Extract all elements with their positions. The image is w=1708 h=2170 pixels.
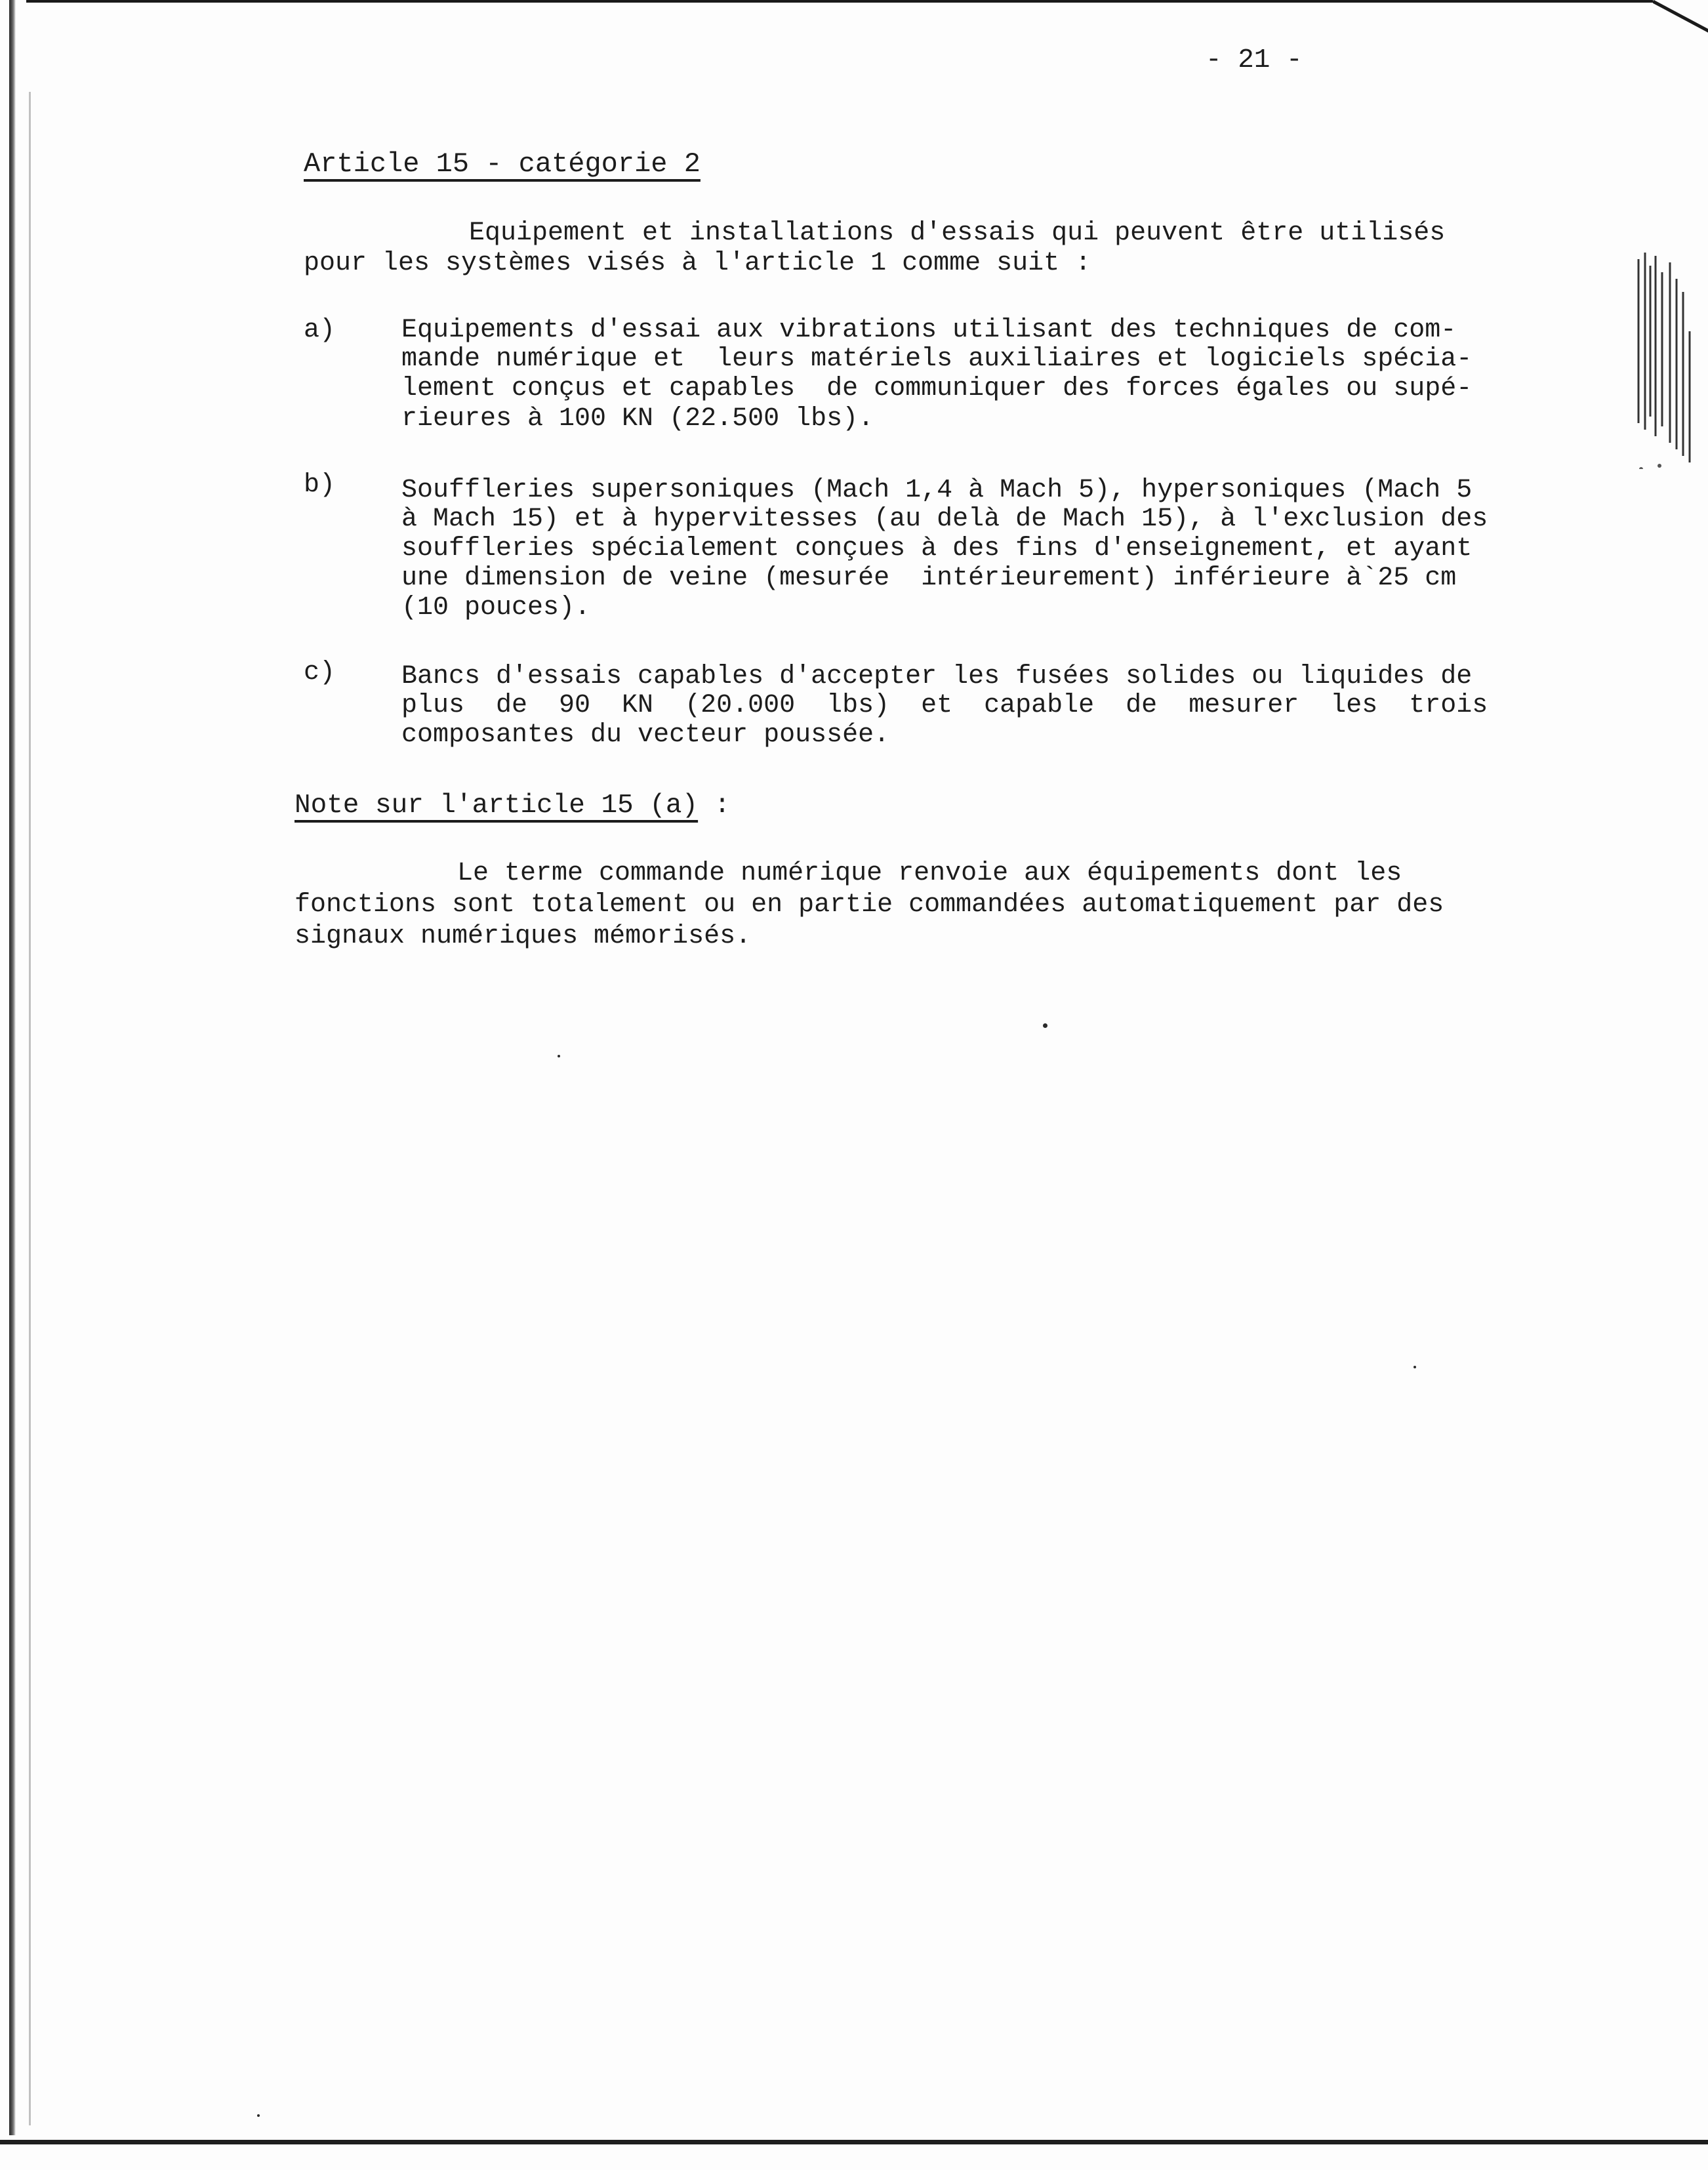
note-line: Le terme commande numérique renvoie aux équipements dont les	[457, 859, 1402, 888]
scan-speck	[257, 2114, 260, 2117]
note-line: fonctions sont totalement ou en partie commandées automatiquement par des	[295, 890, 1444, 920]
intro-line: pour les systèmes visés à l'article 1 comme suit :	[304, 249, 1091, 278]
scan-corner-fold	[1653, 0, 1708, 39]
article-heading: Article 15 - catégorie 2	[304, 148, 701, 180]
item-b-line: (10 pouces).	[401, 593, 591, 623]
note-heading-text: Note sur l'article 15 (a)	[295, 790, 699, 821]
scan-edge-bottom	[0, 2140, 1708, 2144]
item-letter-a: a)	[304, 316, 336, 345]
scan-right-margin-marks	[1633, 253, 1705, 469]
item-a-line: mande numérique et leurs matériels auxiliaires et logiciels spécia-	[401, 344, 1473, 374]
note-heading	[295, 792, 730, 819]
item-b-line: à Mach 15) et à hypervitesses (au delà de Mach 15), à l'exclusion des	[401, 504, 1488, 534]
scan-speck	[1043, 1023, 1047, 1028]
item-a-line: Equipements d'essai aux vibrations utilisant des techniques de com-	[401, 316, 1457, 345]
item-c-line: composantes du vecteur poussée.	[401, 720, 890, 750]
item-c-line: Bancs d'essais capables d'accepter les fusées solides ou liquides de	[401, 662, 1473, 691]
item-a-line: lement conçus et capables de communiquer des forces égales ou supé-	[401, 374, 1473, 403]
scan-speck	[1413, 1366, 1416, 1368]
page-number: - 21 -	[1206, 45, 1303, 75]
item-a-line: rieures à 100 KN (22.500 lbs).	[401, 404, 874, 434]
item-b-line: une dimension de veine (mesurée intérieurement) inférieure à`25 cm	[401, 563, 1457, 593]
item-letter-c: c)	[304, 658, 336, 687]
item-letter-b: b)	[304, 470, 336, 500]
note-heading-colon: :	[698, 790, 731, 821]
item-b-line: souffleries spécialement conçues à des fins d'enseignement, et ayant	[401, 534, 1473, 563]
scan-speck	[558, 1055, 560, 1057]
scan-edge-left	[9, 0, 16, 2135]
scan-edge-top	[26, 0, 1653, 3]
item-c-line: plus de 90 KN (20.000 lbs) et capable de mesurer les trois	[401, 691, 1488, 720]
intro-line: Equipement et installations d'essais qui peuvent être utilisés	[469, 218, 1446, 248]
note-line: signaux numériques mémorisés.	[295, 922, 752, 951]
item-b-line: Souffleries supersoniques (Mach 1,4 à Mach 5), hypersoniques (Mach 5	[401, 476, 1473, 505]
scan-edge-left-inner	[29, 92, 31, 2125]
